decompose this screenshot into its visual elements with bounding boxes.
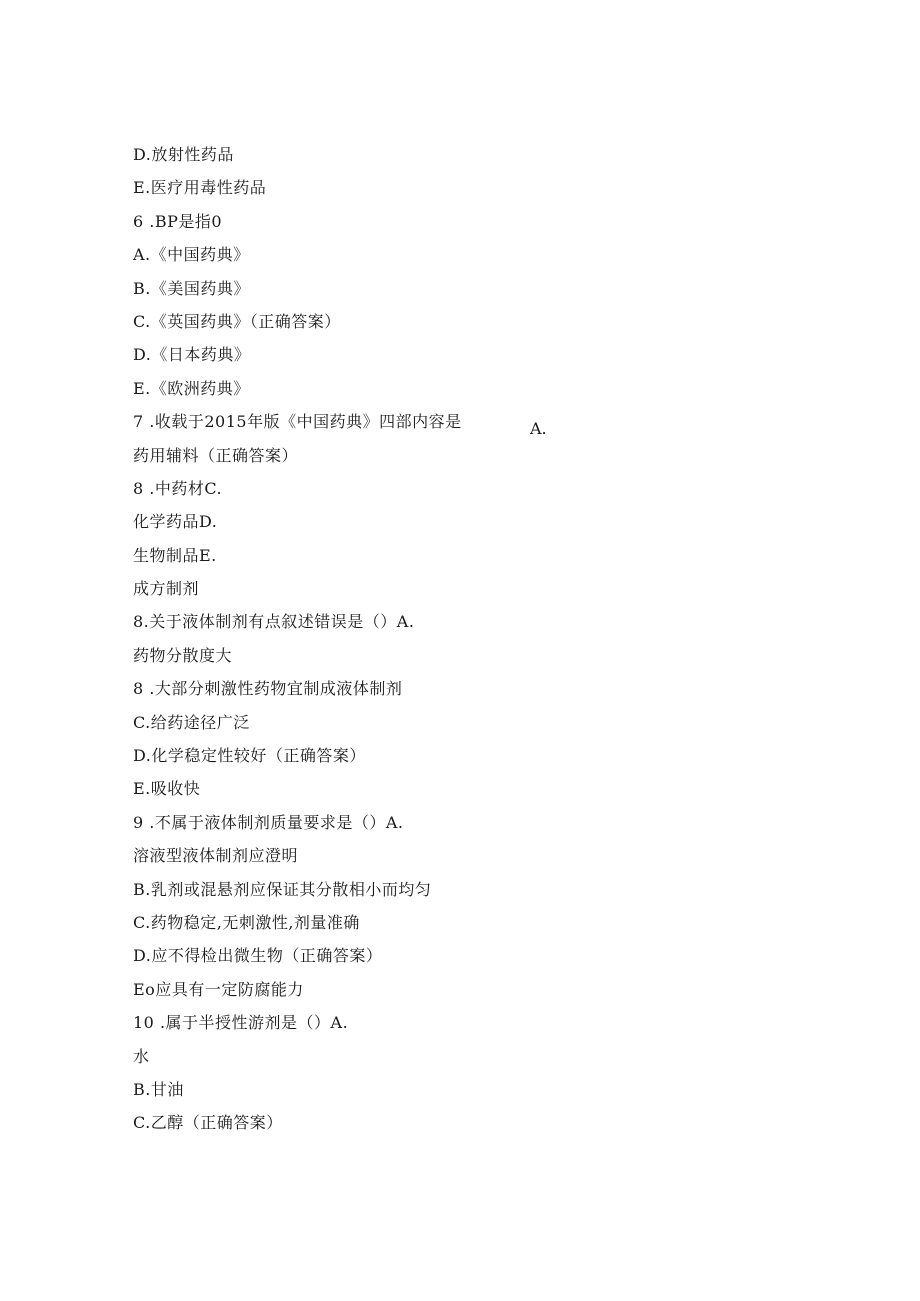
text-line: B.《美国药典》 <box>133 278 250 298</box>
question-text-block <box>133 142 733 1144</box>
text-line: A.《中国药典》 <box>133 245 250 265</box>
text-line: D.《日本药典》 <box>133 345 251 365</box>
text-line: 成方制剂 <box>133 579 200 599</box>
text-line: 水 <box>133 1046 150 1066</box>
text-line: D.应不得检出微生物（正确答案） <box>133 946 383 966</box>
text-line: 药物分散度大 <box>133 645 233 665</box>
text-line: 8.关于液体制剂有点叙述错误是（）A. <box>133 612 415 632</box>
text-line: 9 .不属于液体制剂质量要求是（）A. <box>133 812 404 832</box>
text-line: E.吸收快 <box>133 779 201 799</box>
text-line: D.放射性药品 <box>133 145 234 164</box>
text-line: 7 .收载于2015年版《中国药典》四部内容是 <box>133 412 462 432</box>
text-line: D.化学稳定性较好（正确答案） <box>133 746 366 766</box>
floating-option-label: A. <box>530 419 547 438</box>
text-line: 8 .中药材C. <box>133 478 223 498</box>
text-line: E.《欧洲药典》 <box>133 378 250 398</box>
text-line: 溶液型液体制剂应澄明 <box>133 846 299 866</box>
text-line: C.药物稳定,无刺激性,剂量准确 <box>133 912 360 932</box>
text-line: B.甘油 <box>133 1079 184 1099</box>
text-line: 8 .大部分刺激性药物宜制成液体制剂 <box>133 679 403 699</box>
text-line: 生物制品E. <box>133 545 217 565</box>
text-line: C.《英国药典》（正确答案） <box>133 311 341 331</box>
text-line: 药用辅料（正确答案） <box>133 445 299 465</box>
text-line: 化学药品D. <box>133 512 218 532</box>
text-line: C.给药途径广泛 <box>133 712 250 732</box>
text-line: Eo应具有一定防腐能力 <box>133 979 304 999</box>
text-line: C.乙醇（正确答案） <box>133 1113 283 1133</box>
text-line: 6 .BP是指0 <box>133 211 223 231</box>
text-line: B.乳剂或混悬剂应保证其分散相小而均匀 <box>133 879 432 899</box>
text-line: E.医疗用毒性药品 <box>133 178 267 198</box>
text-line: 10 .属于半授性游剂是（）A. <box>133 1013 349 1033</box>
